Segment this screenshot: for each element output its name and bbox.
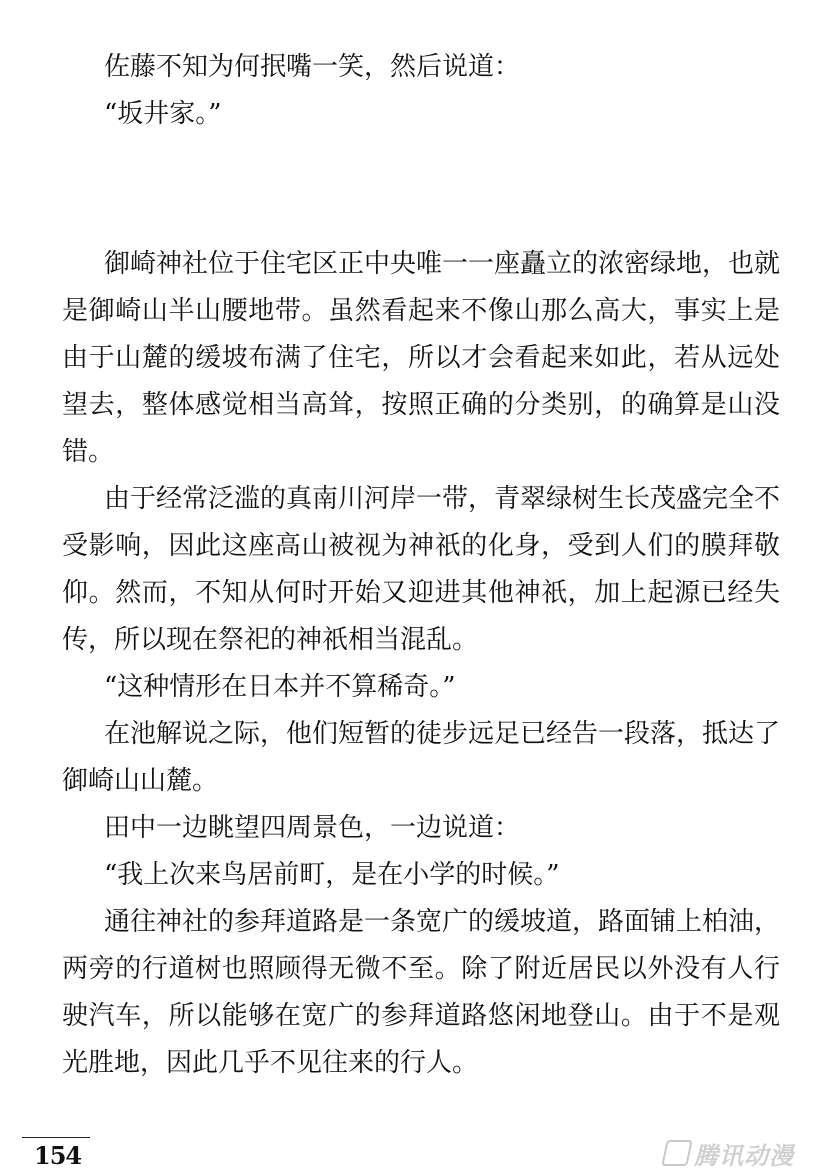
paragraph: “坂井家。” xyxy=(104,99,222,129)
paragraph: “我上次来鸟居前町，是在小学的时候。” xyxy=(104,860,560,890)
paragraph: 在池解说之际，他们短暂的徒步远足已经告一段落，抵达了御崎山山麓。 xyxy=(62,719,781,796)
paragraph: “这种情形在日本并不算稀奇。” xyxy=(104,672,456,702)
watermark-logo-icon xyxy=(661,1140,693,1166)
page-footer xyxy=(0,1135,820,1173)
text-block-top xyxy=(62,44,780,138)
text-block-main xyxy=(62,241,780,1087)
watermark-text: 腾讯动漫 xyxy=(694,1141,794,1170)
paragraph: 由于经常泛滥的真南川河岸一带，青翠绿树生长茂盛完全不受影响，因此这座高山被视为神祇的化身，受到人们的膜拜敬仰。然而，不知从何时开始又迎进其他神祇，加上起源已经失传，所以现在祭祀的神祇相当混乱。 xyxy=(62,484,781,655)
watermark xyxy=(664,1139,794,1170)
paragraph: 御崎神社位于住宅区正中央唯一一座矗立的浓密绿地，也就是御崎山半山腰地带。虽然看起来不像山那么高大，事实上是由于山麓的缓坡布满了住宅，所以才会看起来如此，若从远处望去，整体感觉相当高耸，按照正确的分类别，的确算是山没错。 xyxy=(62,249,781,467)
footer-rule xyxy=(22,1137,90,1138)
paragraph: 佐藤不知为何抿嘴一笑，然后说道： xyxy=(104,52,521,82)
paragraph: 田中一边眺望四周景色，一边说道： xyxy=(104,813,521,843)
page-number: 154 xyxy=(34,1141,82,1170)
paragraph: 通往神社的参拜道路是一条宽广的缓坡道，路面铺上柏油，两旁的行道树也照顾得无微不至。除了附近居民以外没有人行驶汽车，所以能够在宽广的参拜道路悠闲地登山。由于不是观光胜地，因此几乎不见往来的行人。 xyxy=(62,907,781,1078)
